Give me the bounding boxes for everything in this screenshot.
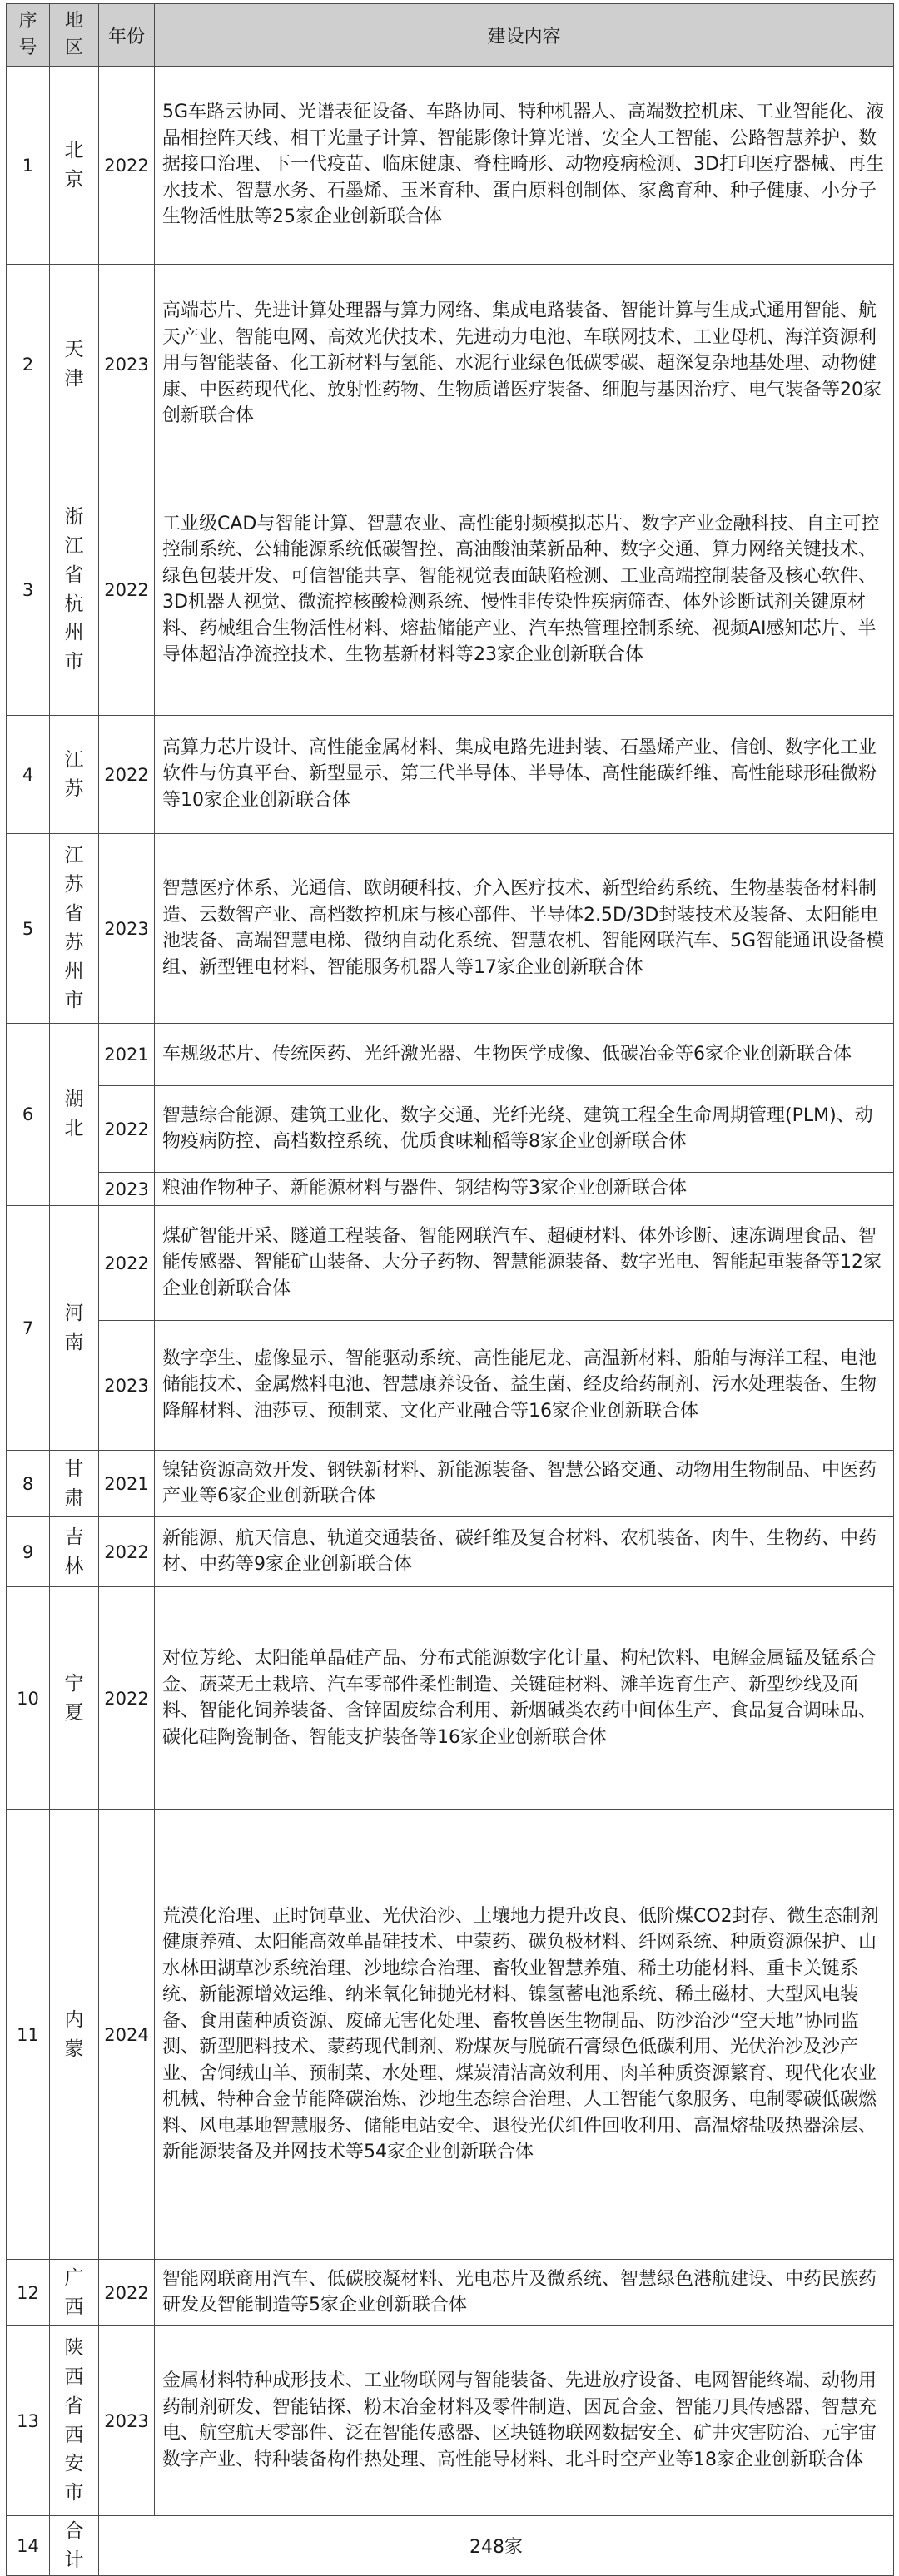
row-number: 10	[7, 1587, 50, 1810]
table-row	[7, 1206, 894, 1321]
row-content: 智慧医疗体系、光通信、欧朗硬科技、介入医疗技术、新型给药系统、生物基装备材料制造、云数智产业、高档数控机床与核心部件、半导体2.5D/3D封装技术及装备、太阳能电池装备、高端智慧电梯、微纳自动化系统、智慧农机、智能网联汽车、5G智能通讯设备模组、新型锂电材料、智能服务机器人等17家企业创新联合体	[155, 834, 894, 1024]
table-row	[7, 1024, 894, 1086]
table-row	[7, 2326, 894, 2516]
total-number: 14	[7, 2516, 50, 2576]
row-number: 3	[7, 464, 50, 716]
total-value: 248家	[99, 2516, 894, 2576]
header-content: 建设内容	[155, 4, 894, 67]
total-row	[7, 2516, 894, 2576]
row-number: 9	[7, 1517, 50, 1587]
row-year: 2022	[99, 67, 155, 265]
row-content: 5G车路云协同、光谱表征设备、车路协同、特种机器人、高端数控机床、工业智能化、液晶相控阵天线、相干光量子计算、智能影像计算光谱、安全人工智能、公路智慧养护、数据接口治理、下一代疫苗、临床健康、脊柱畸形、动物疫病检测、3D打印医疗器械、再生水技术、智慧水务、石墨烯、玉米育种、蛋白原料创制体、家禽育种、种子健康、小分子生物活性肽等25家企业创新联合体	[155, 67, 894, 265]
row-content: 煤矿智能开采、隧道工程装备、智能网联汽车、超硬材料、体外诊断、速冻调理食品、智能传感器、智能矿山装备、大分子药物、智慧能源装备、数字光电、智能起重装备等12家企业创新联合体	[155, 1206, 894, 1321]
row-region: 北京	[50, 67, 99, 265]
page	[0, 3, 899, 2571]
row-content: 高端芯片、先进计算处理器与算力网络、集成电路装备、智能计算与生成式通用智能、航天产业、智能电网、高效光伏技术、先进动力电池、车联网技术、工业母机、海洋资源利用与智能装备、化工新材料与氢能、水泥行业绿色低碳零碳、超深复杂地基处理、动物健康、中医药现代化、放射性药物、生物质谱医疗装备、细胞与基因治疗、电气装备等20家创新联合体	[155, 265, 894, 464]
row-region: 河南	[50, 1206, 99, 1451]
header-year: 年份	[99, 4, 155, 67]
row-region: 陕西省西安市	[50, 2326, 99, 2516]
total-label: 合计	[50, 2516, 99, 2576]
row-number: 5	[7, 834, 50, 1024]
row-content: 镍钴资源高效开发、钢铁新材料、新能源装备、智慧公路交通、动物用生物制品、中医药产业等6家企业创新联合体	[155, 1451, 894, 1517]
row-year: 2021	[99, 1024, 155, 1086]
row-region: 江苏省苏州市	[50, 834, 99, 1024]
row-region: 甘肃	[50, 1451, 99, 1517]
row-year: 2023	[99, 834, 155, 1024]
row-content: 高算力芯片设计、高性能金属材料、集成电路先进封装、石墨烯产业、信创、数字化工业软件与仿真平台、新型显示、第三代半导体、半导体、高性能碳纤维、高性能球形硅微粉等10家企业创新联合体	[155, 716, 894, 834]
row-year: 2022	[99, 716, 155, 834]
row-year: 2022	[99, 1517, 155, 1587]
row-year: 2023	[99, 1173, 155, 1206]
row-region: 江苏	[50, 716, 99, 834]
row-region: 内蒙	[50, 1810, 99, 2260]
row-number: 8	[7, 1451, 50, 1517]
row-content: 荒漠化治理、正时饲草业、光伏治沙、土壤地力提升改良、低阶煤CO2封存、微生态制剂健康养殖、太阳能高效单晶硅技术、中蒙药、碳负极材料、纤网系统、种质资源保护、山水林田湖草沙系统治理、沙地综合治理、畜牧业智慧养殖、稀土功能材料、重卡关键系统、新能源增效运维、纳米氧化铈抛光材料、镍氢蓄电池系统、稀土磁材、大型风电装备、食用菌种质资源、废碲无害化处理、畜牧兽医生物制品、防沙治沙“空天地”协同监测、新型肥料技术、蒙药现代制剂、粉煤灰与脱硫石膏绿色低碳利用、光伏治沙及沙产业、舍饲绒山羊、预制菜、水处理、煤炭清洁高效利用、肉羊种质资源繁育、现代化农业机械、特种合金节能降碳治炼、沙地生态综合治理、人工智能气象服务、电制零碳低碳燃料、风电基地智慧服务、储能电站安全、退役光伏组件回收利用、高温熔盐吸热器涂层、新能源装备及并网技术等54家企业创新联合体	[155, 1810, 894, 2260]
row-region: 湖北	[50, 1024, 99, 1206]
row-year: 2023	[99, 265, 155, 464]
header-no: 序号	[7, 4, 50, 67]
table-subrow	[7, 1173, 894, 1206]
table-row	[7, 1451, 894, 1517]
row-region: 浙江省杭州市	[50, 464, 99, 716]
row-content: 智慧综合能源、建筑工业化、数字交通、光纤光绕、建筑工程全生命周期管理(PLM)、动物疫病防控、高档数控系统、优质食味籼稻等8家企业创新联合体	[155, 1086, 894, 1173]
table-header-row	[7, 4, 894, 67]
row-year: 2021	[99, 1451, 155, 1517]
row-number: 6	[7, 1024, 50, 1206]
row-content: 数字孪生、虚像显示、智能驱动系统、高性能尼龙、高温新材料、船舶与海洋工程、电池储能技术、金属燃料电池、智慧康养设备、益生菌、经皮给药制剂、污水处理装备、生物降解材料、油莎豆、预制菜、文化产业融合等16家企业创新联合体	[155, 1321, 894, 1451]
row-content: 新能源、航天信息、轨道交通装备、碳纤维及复合材料、农机装备、肉牛、生物药、中药材、中药等9家企业创新联合体	[155, 1517, 894, 1587]
row-year: 2023	[99, 1321, 155, 1451]
row-number: 12	[7, 2260, 50, 2326]
table-row	[7, 716, 894, 834]
row-region: 广西	[50, 2260, 99, 2326]
innovation-consortium-table	[6, 3, 894, 2576]
row-content: 车规级芯片、传统医药、光纤激光器、生物医学成像、低碳冶金等6家企业创新联合体	[155, 1024, 894, 1086]
row-number: 13	[7, 2326, 50, 2516]
row-region: 天津	[50, 265, 99, 464]
row-year: 2022	[99, 1086, 155, 1173]
row-region: 吉林	[50, 1517, 99, 1587]
row-region: 宁夏	[50, 1587, 99, 1810]
table-row	[7, 67, 894, 265]
row-number: 4	[7, 716, 50, 834]
row-year: 2022	[99, 1587, 155, 1810]
row-year: 2022	[99, 2260, 155, 2326]
table-subrow	[7, 1086, 894, 1173]
row-content: 工业级CAD与智能计算、智慧农业、高性能射频模拟芯片、数字产业金融科技、自主可控控制系统、公辅能源系统低碳智控、高油酸油菜新品种、数字交通、算力网络关键技术、绿色包装开发、可信智能共享、智能视觉表面缺陷检测、工业高端控制装备及核心软件、3D机器人视觉、微流控核酸检测系统、慢性非传染性疾病筛查、体外诊断试剂关键原材料、药械组合生物活性材料、熔盐储能产业、汽车热管理控制系统、视频AI感知芯片、半导体超洁净流控技术、生物基新材料等23家企业创新联合体	[155, 464, 894, 716]
row-number: 2	[7, 265, 50, 464]
row-year: 2022	[99, 464, 155, 716]
row-number: 7	[7, 1206, 50, 1451]
row-number: 11	[7, 1810, 50, 2260]
row-content: 对位芳纶、太阳能单晶硅产品、分布式能源数字化计量、枸杞饮料、电解金属锰及锰系合金、蔬菜无土栽培、汽车零部件柔性制造、关键硅材料、滩羊选育生产、新型纱线及面料、智能化饲养装备、含锌固废综合利用、新烟碱类农药中间体生产、食品复合调味品、碳化硅陶瓷制备、智能支护装备等16家企业创新联合体	[155, 1587, 894, 1810]
row-content: 智能网联商用汽车、低碳胶凝材料、光电芯片及微系统、智慧绿色港航建设、中药民族药研发及智能制造等5家企业创新联合体	[155, 2260, 894, 2326]
row-year: 2023	[99, 2326, 155, 2516]
row-content: 金属材料特种成形技术、工业物联网与智能装备、先进放疗设备、电网智能终端、动物用药制剂研发、智能钻探、粉末冶金材料及零件制造、因瓦合金、智能刀具传感器、智慧充电、航空航天零部件、泛在智能传感器、区块链物联网数据安全、矿井灾害防治、元宇宙数字产业、特种装备构件热处理、高性能导材料、北斗时空产业等18家企业创新联合体	[155, 2326, 894, 2516]
table-row	[7, 265, 894, 464]
row-number: 1	[7, 67, 50, 265]
table-row	[7, 2260, 894, 2326]
table-row	[7, 1587, 894, 1810]
table-row	[7, 1810, 894, 2260]
row-year: 2022	[99, 1206, 155, 1321]
row-content: 粮油作物种子、新能源材料与器件、钢结构等3家企业创新联合体	[155, 1173, 894, 1206]
header-region: 地区	[50, 4, 99, 67]
row-year: 2024	[99, 1810, 155, 2260]
table-row	[7, 1517, 894, 1587]
table-row	[7, 834, 894, 1024]
table-subrow	[7, 1321, 894, 1451]
table-row	[7, 464, 894, 716]
